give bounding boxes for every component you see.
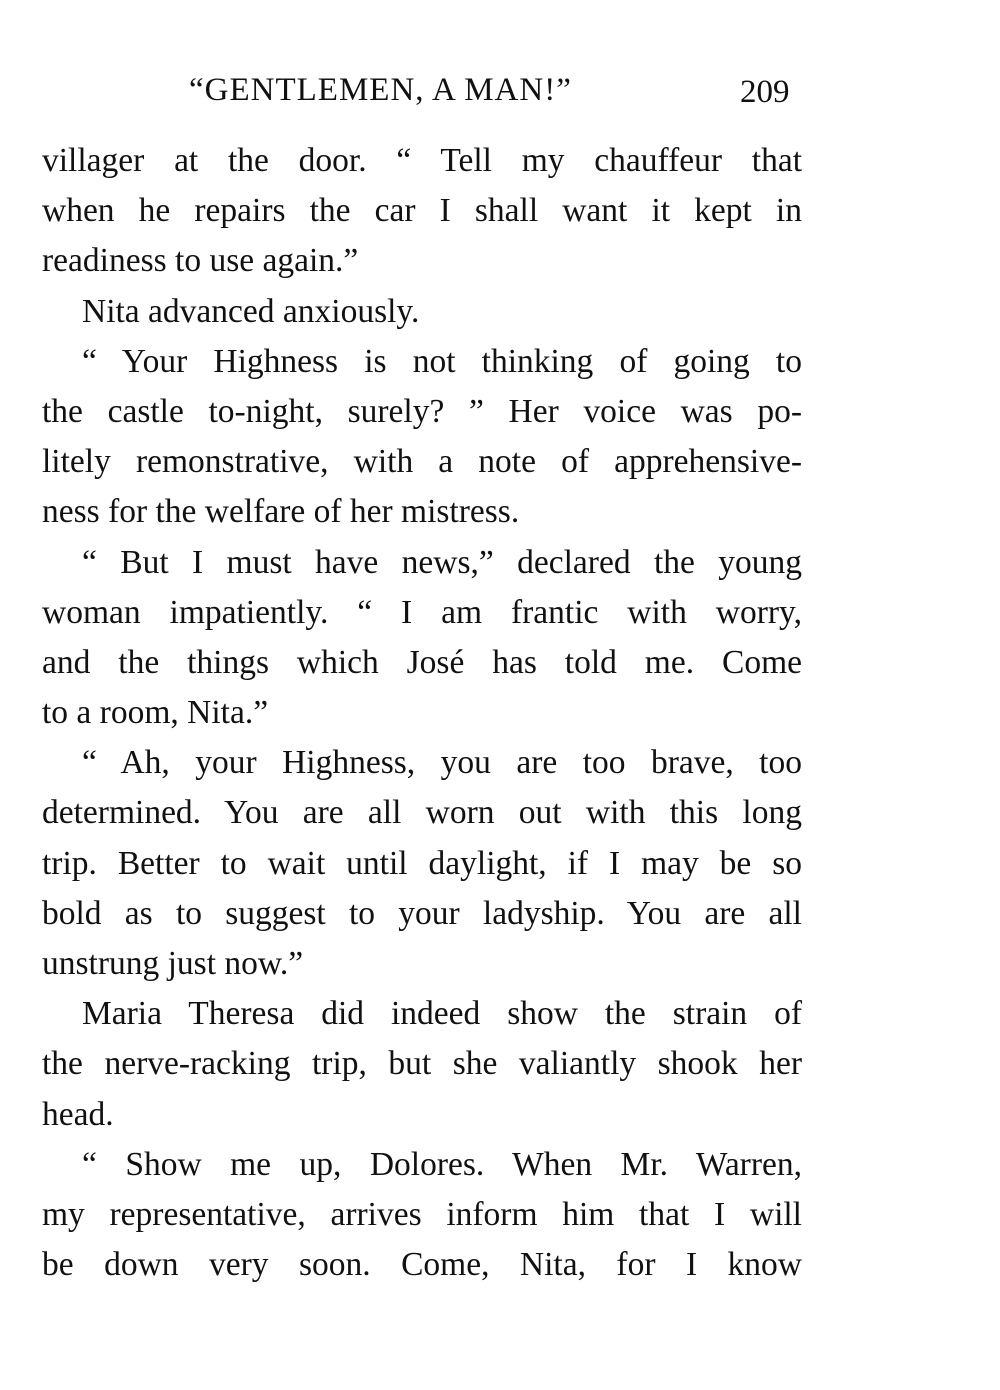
text-line: head. <box>42 1095 114 1133</box>
text-line: Nita advanced anxiously. <box>82 292 420 330</box>
text-line: “ Show me up, Dolores. When Mr. Warren, <box>82 1145 802 1183</box>
text-line: readiness to use again.” <box>42 242 359 280</box>
text-line: be down very soon. Come, Nita, for I know <box>42 1246 802 1284</box>
text-line: litely remonstrative, with a note of apprehensive- <box>42 443 802 481</box>
text-line: and the things which José has told me. Come <box>42 643 802 681</box>
text-line: “ Ah, your Highness, you are too brave, too <box>82 744 802 782</box>
text-line: “ Your Highness is not thinking of going to <box>82 342 802 380</box>
body-text <box>42 136 802 1290</box>
text-line: the castle to-night, surely? ” Her voice was po- <box>42 392 802 430</box>
text-line: when he repairs the car I shall want it kept in <box>42 192 802 230</box>
text-line: bold as to suggest to your ladyship. You are all <box>42 894 802 932</box>
text-line: the nerve-racking trip, but she valiantly shook her <box>42 1045 802 1083</box>
running-head <box>0 72 1000 112</box>
text-line: to a room, Nita.” <box>42 694 269 732</box>
text-line: Maria Theresa did indeed show the strain of <box>82 995 802 1033</box>
text-line: “ But I must have news,” declared the young <box>82 543 802 581</box>
page-number: 209 <box>740 74 790 110</box>
text-line: unstrung just now.” <box>42 945 304 982</box>
text-line: determined. You are all worn out with this long <box>42 794 802 832</box>
text-line: ness for the welfare of her mistress. <box>42 493 520 531</box>
text-line: trip. Better to wait until daylight, if I may be so <box>42 844 802 882</box>
running-title: “GENTLEMEN, A MAN!” <box>189 72 572 108</box>
text-line: villager at the door. “ Tell my chauffeur that <box>42 142 802 179</box>
text-line: my representative, arrives inform him that I will <box>42 1195 802 1233</box>
text-line: woman impatiently. “ I am frantic with worry, <box>42 593 802 631</box>
